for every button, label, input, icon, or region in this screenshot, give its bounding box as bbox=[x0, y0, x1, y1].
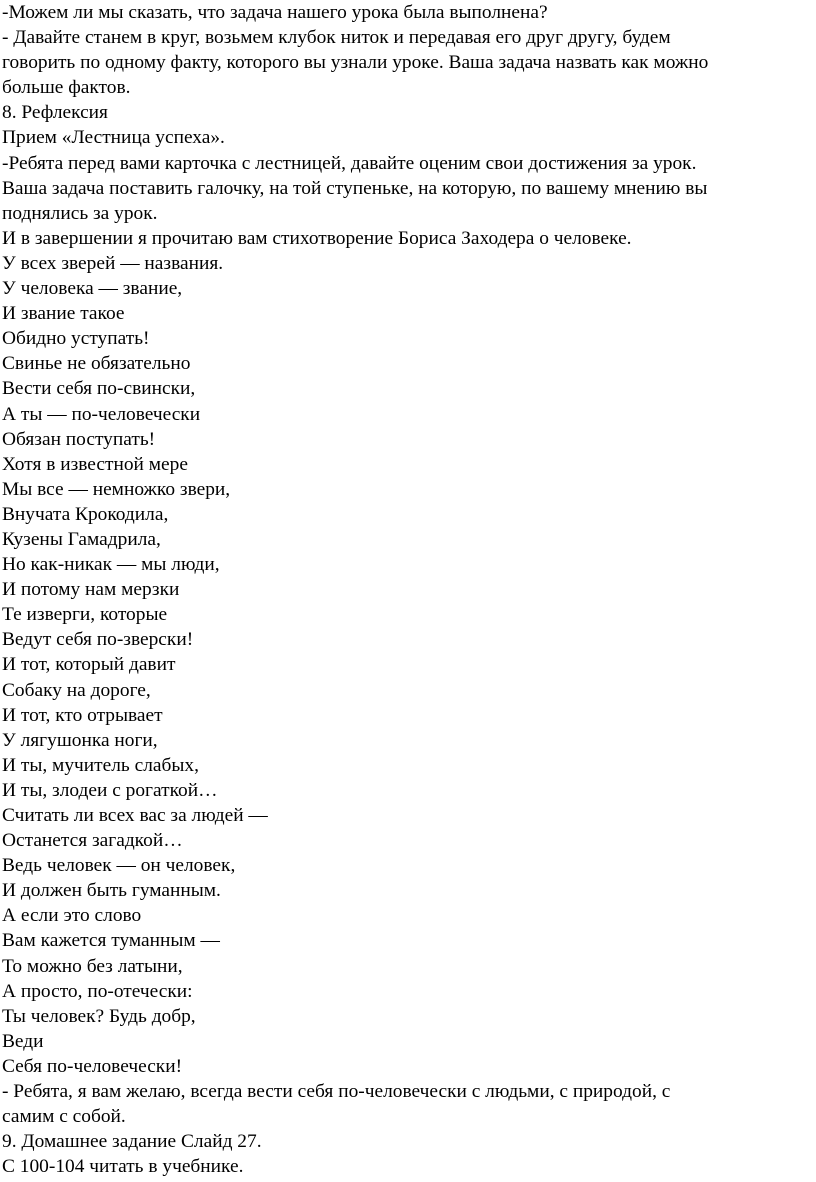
text-line: Вам кажется туманным — bbox=[2, 930, 220, 952]
text-line: И потому нам мерзки bbox=[2, 579, 180, 601]
text-line: Те изверги, которые bbox=[2, 604, 168, 626]
text-line: И тот, который давит bbox=[2, 654, 176, 676]
text-line: И в завершении я прочитаю вам стихотворение Бориса Заходера о человеке. bbox=[2, 227, 632, 249]
text-line: Ведь человек — он человек, bbox=[2, 855, 236, 877]
text-line: -Можем ли мы сказать, что задача нашего урока была выполнена? bbox=[2, 2, 548, 23]
text-line: Останется загадкой… bbox=[2, 830, 183, 852]
text-line: Считать ли всех вас за людей — bbox=[2, 805, 268, 826]
text-line: Но как-никак — мы люди, bbox=[2, 554, 220, 576]
text-line: Хотя в известной мере bbox=[2, 453, 188, 475]
text-line: Себя по-человечески! bbox=[2, 1055, 183, 1077]
text-line: Мы все — немножко звери, bbox=[2, 478, 231, 500]
text-line: Свинье не обязательно bbox=[2, 353, 191, 375]
text-line: самим с собой. bbox=[2, 1106, 126, 1128]
text-line: Ведут себя по-зверски! bbox=[2, 629, 194, 651]
text-line: 8. Рефлексия bbox=[2, 102, 108, 124]
text-line: поднялись за урок. bbox=[2, 202, 158, 224]
text-line: А просто, по-отечески: bbox=[2, 980, 193, 1002]
text-line: Ты человек? Будь добр, bbox=[2, 1005, 196, 1027]
text-line: Обязан поступать! bbox=[2, 428, 156, 450]
text-line: И ты, злодеи с рогаткой… bbox=[2, 779, 218, 801]
text-line: Прием «Лестница успеха». bbox=[2, 127, 225, 149]
text-line: С 100-104 читать в учебнике. bbox=[2, 1156, 244, 1178]
text-line: У всех зверей — названия. bbox=[2, 252, 224, 274]
text-line: говорить по одному факту, которого вы узнали уроке. Ваша задача назвать как можно bbox=[2, 52, 709, 74]
text-line: А ты — по-человечески bbox=[2, 403, 201, 425]
text-line: -Ребята перед вами карточка с лестницей, давайте оценим свои достижения за урок. bbox=[2, 152, 697, 174]
text-line: У человека — звание, bbox=[2, 278, 183, 300]
text-line: А если это слово bbox=[2, 905, 142, 927]
document-page bbox=[2, 0, 810, 1179]
text-line: И звание такое bbox=[2, 303, 125, 325]
text-line: Ваша задача поставить галочку, на той ступеньке, на которую, по вашему мнению вы bbox=[2, 177, 708, 199]
text-line: - Ребята, я вам желаю, всегда вести себя по-человечески с людьми, с природой, с bbox=[2, 1081, 671, 1103]
text-line: У лягушонка ноги, bbox=[2, 729, 158, 751]
text-line: Собаку на дороге, bbox=[2, 679, 151, 701]
text-line: больше фактов. bbox=[2, 77, 131, 99]
text-line: И тот, кто отрывает bbox=[2, 704, 163, 726]
text-line: Внучата Крокодила, bbox=[2, 503, 169, 525]
text-line: 9. Домашнее задание Слайд 27. bbox=[2, 1131, 262, 1153]
text-line: Кузены Гамадрила, bbox=[2, 528, 161, 550]
text-line: Веди bbox=[2, 1030, 44, 1052]
text-line: - Давайте станем в круг, возьмем клубок ниток и передавая его друг другу, будем bbox=[2, 27, 671, 49]
text-line: То можно без латыни, bbox=[2, 955, 183, 977]
text-line: Вести себя по-свински, bbox=[2, 378, 196, 400]
text-line: И ты, мучитель слабых, bbox=[2, 754, 199, 776]
text-line: Обидно уступать! bbox=[2, 328, 150, 350]
text-line: И должен быть гуманным. bbox=[2, 880, 221, 902]
